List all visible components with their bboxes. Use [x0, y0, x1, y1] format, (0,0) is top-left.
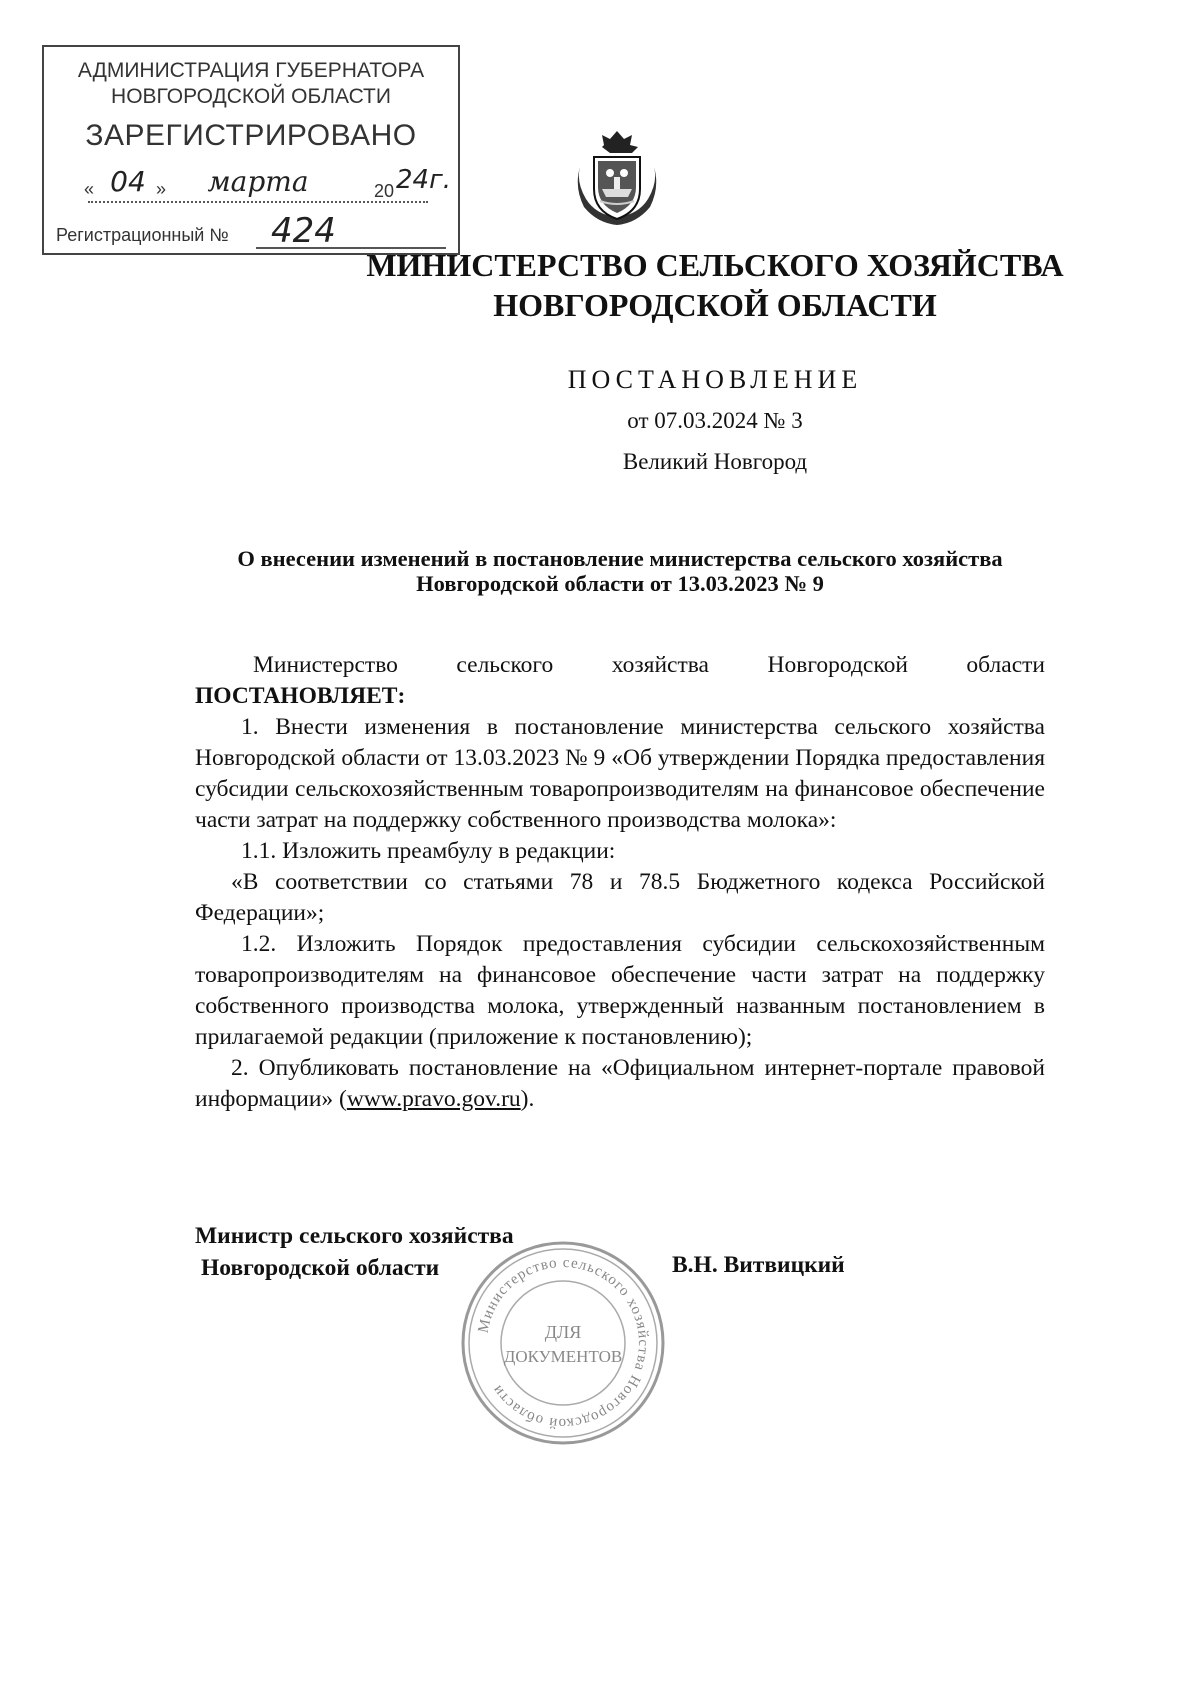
registration-stamp	[42, 45, 460, 255]
signatory-title-line-2: Новгородской области	[201, 1255, 440, 1281]
document-body	[195, 650, 1045, 1115]
paragraph-1-2: 1.2. Изложить Порядок предоставления субсидии сельскохозяйственным товаропроизводителям на финансовое обеспечение части затрат на поддержку собственного производства молока, утвержденный названным постановлением в прилагаемой редакции (приложение к постановлению);	[195, 931, 1045, 1050]
paragraph-2-end: ).	[520, 1086, 535, 1112]
stamp-line-2: НОВГОРОДСКОЙ ОБЛАСТИ	[111, 85, 391, 108]
paragraph-2-text: 2. Опубликовать постановление на «Официальном интернет-портале правовой информации» (	[195, 1055, 1045, 1112]
subject-line-2: Новгородской области от 13.03.2023 № 9	[416, 571, 824, 596]
coat-of-arms-icon	[572, 127, 662, 227]
document-city: Великий Новгород	[622, 449, 808, 474]
intro-paragraph	[195, 650, 1045, 712]
document-date: от 07.03.2024 № 3	[627, 408, 803, 433]
stamp-date-underline	[88, 201, 428, 203]
signatory-title-line-1: Министр сельского хозяйства	[195, 1223, 514, 1249]
signatory-name: В.Н. Витвицкий	[672, 1252, 845, 1278]
stamp-date	[74, 165, 452, 205]
stamp-year-suffix: 24г.	[396, 165, 452, 195]
pravo-link[interactable]: www.pravo.gov.ru	[346, 1086, 521, 1112]
ministry-name-line-2: НОВГОРОДСКОЙ ОБЛАСТИ	[493, 287, 937, 323]
intro-decree: ПОСТАНОВЛЯЕТ:	[195, 683, 406, 709]
stamp-quote-close: »	[156, 179, 167, 199]
paragraph-1-1-quote: «В соответствии со статьями 78 и 78.5 Бюджетного кодекса Российской Федерации»;	[195, 869, 1045, 926]
stamp-month: марта	[207, 165, 309, 198]
document-type: ПОСТАНОВЛЕНИЕ	[567, 365, 863, 394]
stamp-year-prefix: 20	[374, 181, 395, 201]
stamp-registration-number	[56, 211, 446, 251]
stamp-reg-label: Регистрационный №	[56, 225, 229, 245]
official-seal	[458, 1238, 668, 1448]
seal-center-line-2: ДОКУМЕНТОВ	[503, 1347, 623, 1366]
stamp-line-1: АДМИНИСТРАЦИЯ ГУБЕРНАТОРА	[77, 59, 425, 82]
paragraph-2	[195, 1053, 1045, 1115]
stamp-quote-open: «	[84, 179, 95, 199]
ministry-name-line-1: МИНИСТЕРСТВО СЕЛЬСКОГО ХОЗЯЙСТВА	[366, 247, 1064, 283]
paragraph-1-1: 1.1. Изложить преамбулу в редакции:	[241, 838, 616, 864]
seal-center-line-1: ДЛЯ	[544, 1322, 582, 1342]
stamp-status: ЗАРЕГИСТРИРОВАНО	[85, 119, 417, 152]
document-subject	[195, 546, 1045, 596]
intro-text: Министерство сельского хозяйства Новгородской области	[253, 652, 1045, 678]
stamp-day: 04	[110, 165, 146, 198]
subject-line-1: О внесении изменений в постановление министерства сельского хозяйства	[237, 546, 1003, 571]
seal-ring-text: Министерство сельского хозяйства Новгородской области	[475, 1254, 652, 1432]
stamp-reg-value: 424	[271, 211, 336, 251]
paragraph-1: 1. Внести изменения в постановление министерства сельского хозяйства Новгородской области от 13.03.2023 № 9 «Об утверждении Порядка предоставления субсидии сельскохозяйственным товаропроизводителям на финансовое обеспечение части затрат на поддержку собственного производства молока»:	[195, 714, 1045, 833]
